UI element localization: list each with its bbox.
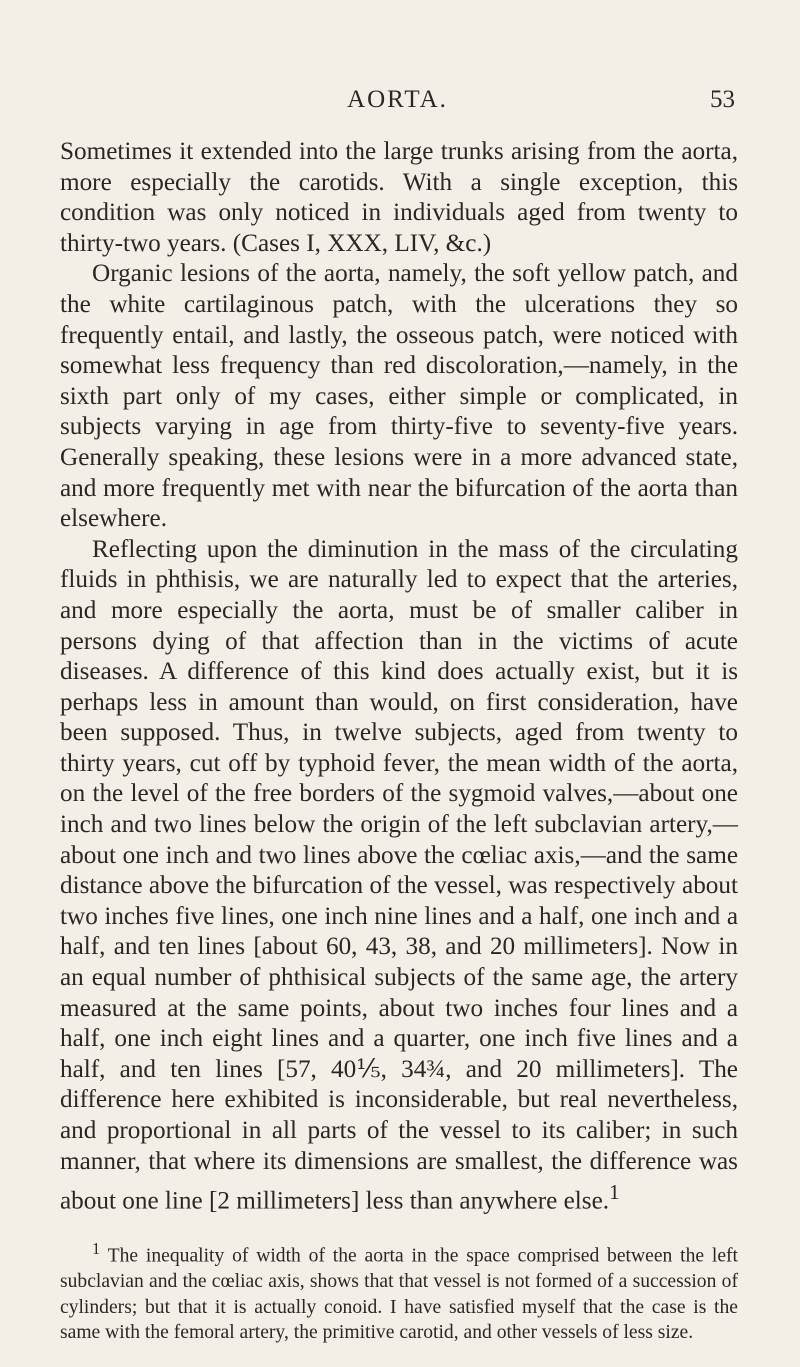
footnote-reference: 1 xyxy=(609,1180,620,1205)
paragraph-2: Organic lesions of the aorta, namely, the soft yellow patch, and the white cartilaginous patch, with the ulcerations they so frequently entail, and lastly, the osseous patch, were noticed with somewhat less frequency than red discoloration,—namely, in the sixth part only of my cases, either simple or complicated, in subjects varying in age from thirty-five to seventy-five years. Generally speaking, these lesions were in a more advanced state, and more frequently met with near the bifurcation of the aorta than elsewhere. xyxy=(60,260,738,533)
paragraph-3 xyxy=(60,535,738,1217)
footnote-marker: 1 xyxy=(92,1239,101,1258)
footnote xyxy=(60,1236,738,1346)
paragraph-1: Sometimes it extended into the large trunks arising from the aorta, more especially the carotids. With a single exception, this condition was only noticed in individuals aged from twenty to thirty-two years. (Cases I, XXX, LIV, &c.) xyxy=(60,138,738,257)
running-head: AORTA. xyxy=(347,86,448,113)
footnote-text: The inequality of width of the aorta in the space comprised between the left subclavian and the cœliac axis, shows that that vessel is not formed of a succession of cylinders; but that it is actually conoid. I have satisfied myself that the case is the same with the femoral artery, the primitive carotid, and other vessels of less size. xyxy=(60,1245,738,1344)
page-header xyxy=(60,86,735,126)
body-text xyxy=(60,137,738,1217)
page-number: 53 xyxy=(710,86,735,113)
paragraph-3-text: Reflecting upon the diminution in the mass of the circulating fluids in phthisis, we are naturally led to expect that the arteries, and more especially the aorta, must be of smaller caliber in persons dying of that affection than in the victims of acute diseases. A difference of this kind does actually exist, but it is perhaps less in amount than would, on first consideration, have been supposed. Thus, in twelve subjects, aged from twenty to thirty years, cut off by typhoid fever, the mean width of the aorta, on the level of the free borders of the sygmoid valves,—about one inch and two lines below the origin of the left subclavian artery,—about one inch and two lines above the cœliac axis,—and the same distance above the bifurcation of the vessel, was respectively about two inches five lines, one inch nine lines and a half, one inch and a half, and ten lines [about 60, 43, 38, and 20 millimeters]. Now in an equal number of phthisical subjects of the same age, the artery measured at the same points, about two inches four lines and a half, one inch eight lines and a quarter, one inch five lines and a half, and ten lines [57, 40⅕, 34¾, and 20 millimeters]. The difference here exhibited is inconsiderable, but real nevertheless, and proportional in all parts of the vessel to its caliber; in such manner, that where its dimensions are smallest, the difference was about one line [2 millimeters] less than anywhere else. xyxy=(60,535,738,1215)
